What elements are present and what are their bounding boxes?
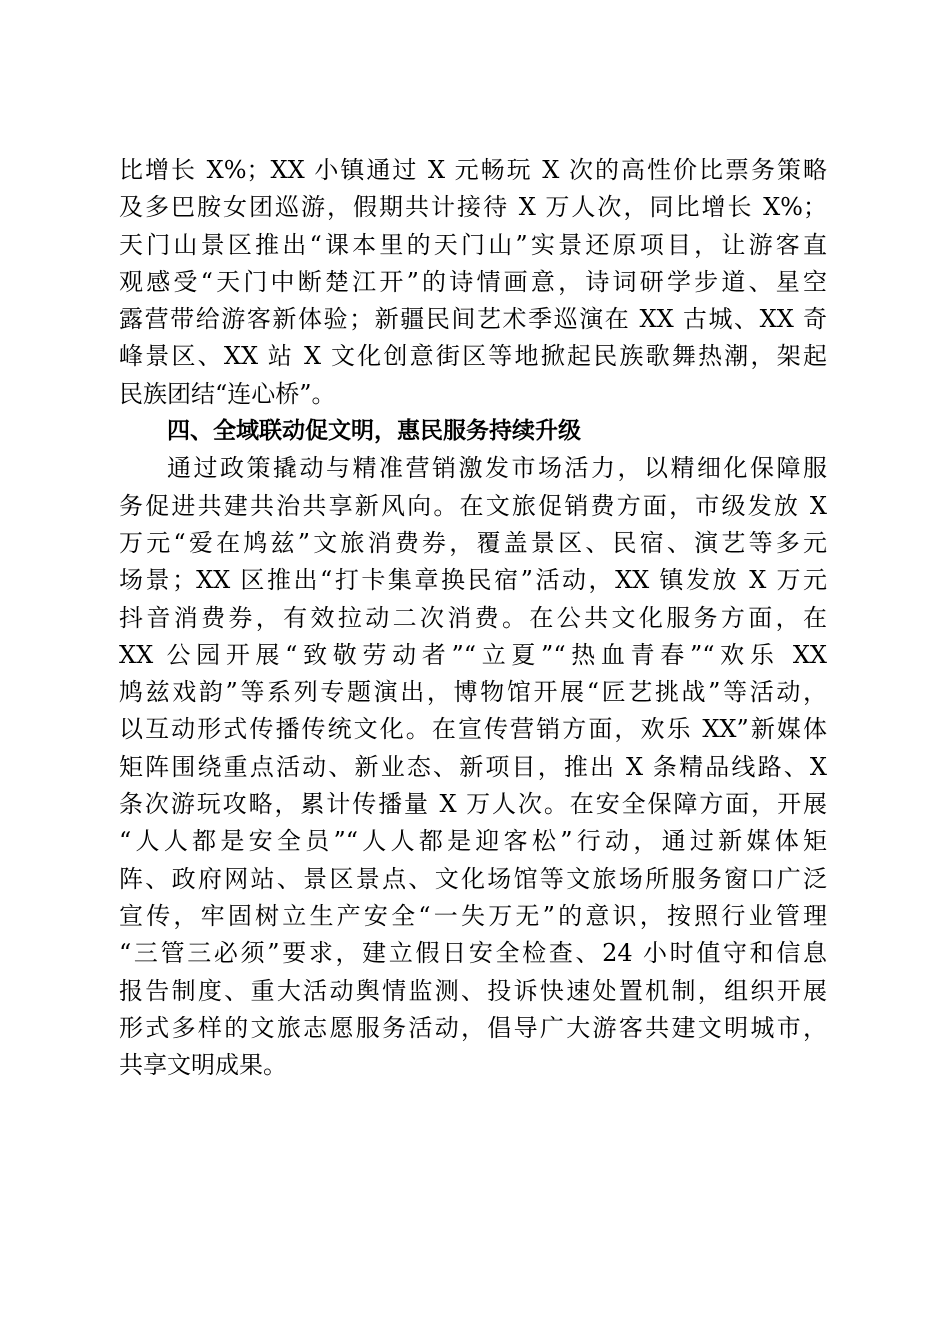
text-line: 鸠兹戏韵”等系列专题演出，博物馆开展“匠艺挑战”等活动， bbox=[119, 678, 827, 707]
text-line: “人人都是安全员”“人人都是迎客松”行动，通过新媒体矩 bbox=[119, 827, 827, 856]
text-line: 露营带给游客新体验；新疆民间艺术季巡演在 XX 古城、XX 奇 bbox=[119, 305, 827, 334]
text-line: 共享文明成果。 bbox=[119, 1051, 287, 1080]
text-line: 峰景区、XX 站 X 文化创意街区等地掀起民族歌舞热潮，架起 bbox=[119, 342, 827, 371]
text-line: 比增长 X%；XX 小镇通过 X 元畅玩 X 次的高性价比票务策略 bbox=[119, 156, 827, 184]
text-line: 条次游玩攻略，累计传播量 X 万人次。在安全保障方面，开展 bbox=[119, 790, 827, 819]
text-line: 阵、政府网站、景区景点、文化场馆等文旅场所服务窗口广泛 bbox=[119, 864, 827, 893]
text-line: 场景；XX 区推出“打卡集章换民宿”活动，XX 镇发放 X 万元 bbox=[119, 566, 827, 595]
text-line: 形式多样的文旅志愿服务活动，倡导广大游客共建文明城市， bbox=[119, 1013, 827, 1042]
paragraph-continued bbox=[119, 152, 827, 413]
text-line: 观感受“天门中断楚江开”的诗情画意，诗词研学步道、星空 bbox=[119, 267, 827, 296]
text-line: 抖音消费券，有效拉动二次消费。在公共文化服务方面，在 bbox=[119, 603, 827, 632]
section-heading: 四、全域联动促文明，惠民服务持续升级 bbox=[167, 418, 581, 445]
text-line: 宣传，牢固树立生产安全“一失万无”的意识，按照行业管理 bbox=[119, 901, 827, 930]
text-line: 以互动形式传播传统文化。在宣传营销方面，欢乐 XX”新媒体 bbox=[119, 715, 827, 744]
paragraph-main bbox=[119, 450, 827, 1084]
text-line: 矩阵围绕重点活动、新业态、新项目，推出 X 条精品线路、X bbox=[119, 752, 827, 781]
text-line: XX 公园开展“致敬劳动者”“立夏”“热血青春”“欢乐 XX bbox=[119, 640, 827, 669]
text-line: 及多巴胺女团巡游，假期共计接待 X 万人次，同比增长 X%； bbox=[119, 193, 827, 222]
text-line: 天门山景区推出“课本里的天门山”实景还原项目，让游客直 bbox=[119, 230, 827, 259]
document-body bbox=[119, 152, 827, 1084]
text-line: 通过政策撬动与精准营销激发市场活力，以精细化保障服 bbox=[167, 454, 827, 483]
text-line: 万元“爱在鸠兹”文旅消费券，覆盖景区、民宿、演艺等多元 bbox=[119, 528, 827, 557]
text-line: 报告制度、重大活动舆情监测、投诉快速处置机制，组织开展 bbox=[119, 976, 827, 1005]
text-line: 民族团结“连心桥”。 bbox=[119, 379, 336, 408]
text-line: 务促进共建共治共享新风向。在文旅促销费方面，市级发放 X bbox=[119, 491, 827, 520]
text-line: “三管三必须”要求，建立假日安全检查、24 小时值守和信息 bbox=[119, 939, 827, 968]
